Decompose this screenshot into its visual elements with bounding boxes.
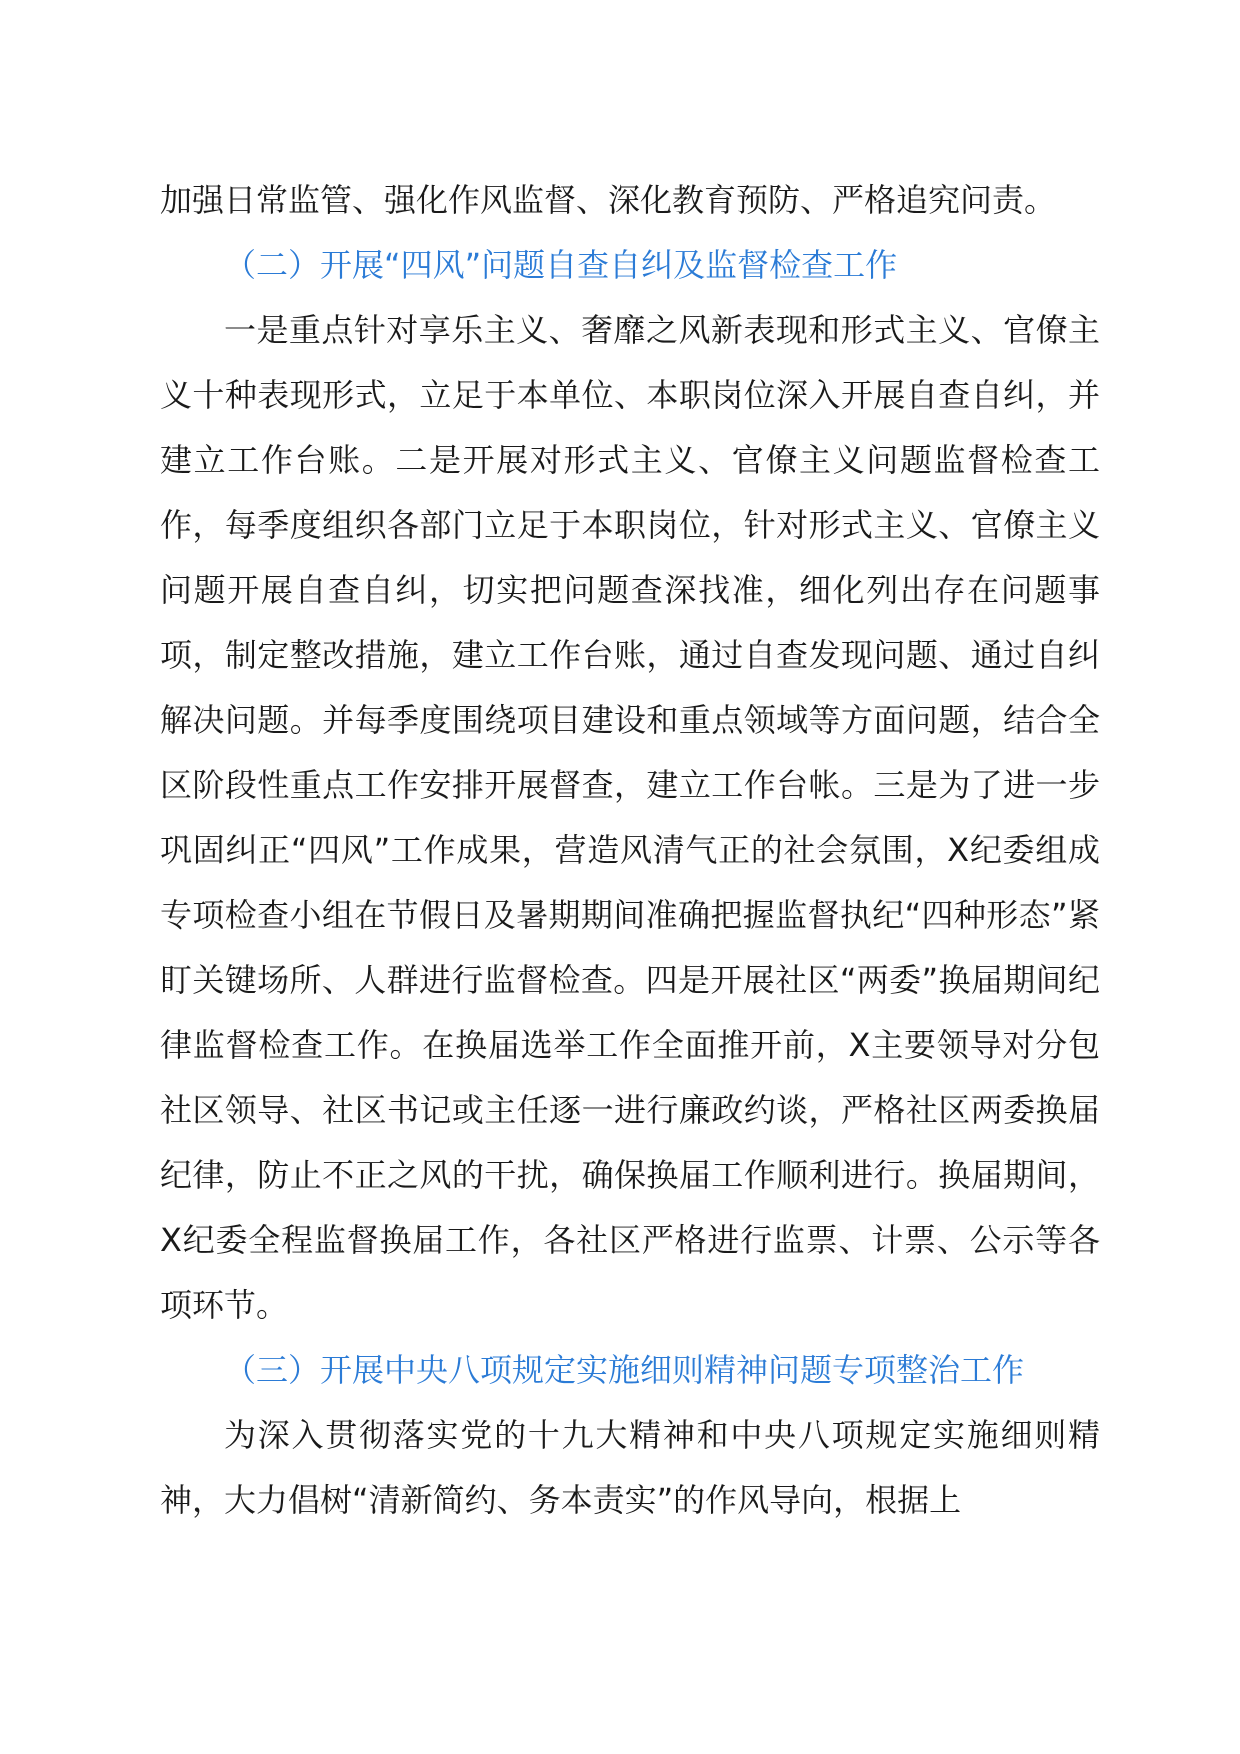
section-heading-3: （三）开展中央八项规定实施细则精神问题专项整治工作: [224, 1351, 1025, 1389]
document-body: [160, 168, 1100, 1533]
section-heading-2: （二）开展“四风”问题自查自纠及监督检查工作: [224, 246, 898, 284]
paragraph-section-2: 一是重点针对享乐主义、奢靡之风新表现和形式主义、官僚主义十种表现形式，立足于本单位、本职岗位深入开展自查自纠，并建立工作台账。二是开展对形式主义、官僚主义问题监督检查工作，每季度组织各部门立足于本职岗位，针对形式主义、官僚主义问题开展自查自纠，切实把问题查深找准，细化列出存在问题事项，制定整改措施，建立工作台账，通过自查发现问题、通过自纠解决问题。并每季度围绕项目建设和重点领域等方面问题，结合全区阶段性重点工作安排开展督查，建立工作台帐。三是为了进一步巩固纠正“四风”工作成果，营造风清气正的社会氛围，X纪委组成专项检查小组在节假日及暑期期间准确把握监督执纪“四种形态”紧盯关键场所、人群进行监督检查。四是开展社区“两委”换届期间纪律监督检查工作。在换届选举工作全面推开前，X主要领导对分包社区领导、社区书记或主任逐一进行廉政约谈，严格社区两委换届纪律，防止不正之风的干扰，确保换届工作顺利进行。换届期间，X纪委全程监督换届工作，各社区严格进行监票、计票、公示等各项环节。: [160, 311, 1100, 1324]
paragraph-continuation: 加强日常监管、强化作风监督、深化教育预防、严格追究问责。: [160, 181, 1057, 219]
paragraph-section-3: 为深入贯彻落实党的十九大精神和中央八项规定实施细则精神，大力倡树“清新简约、务本责实”的作风导向，根据上: [160, 1416, 1100, 1519]
